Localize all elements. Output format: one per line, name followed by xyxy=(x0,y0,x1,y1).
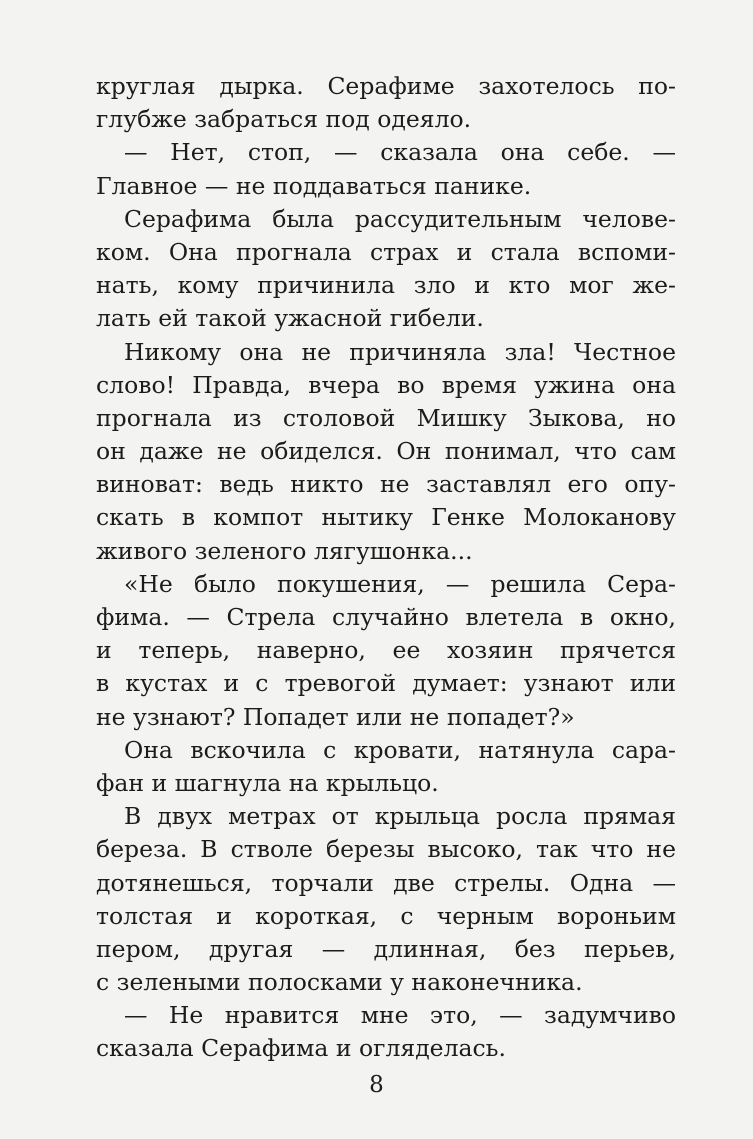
text-line: живого зеленого лягушонка... xyxy=(96,536,473,565)
text-line: Главное — не поддаваться панике. xyxy=(96,171,532,200)
text-line: — Нет, стоп, — сказала она себе. — xyxy=(124,138,676,167)
text-line: береза. В стволе березы высоко, так что не xyxy=(96,835,676,864)
text-line: Она вскочила с кровати, натянула сара- xyxy=(124,735,676,764)
text-line: — Не нравится мне это, — задумчиво xyxy=(124,1001,676,1030)
text-line: прогнала из столовой Мишку Зыкова, но xyxy=(96,403,676,432)
text-line: пером, другая — длинная, без перьев, xyxy=(96,934,676,963)
text-line: с зелеными полосками у наконечника. xyxy=(96,968,583,997)
body-text xyxy=(96,70,676,1066)
text-line: виноват: ведь никто не заставлял его опу- xyxy=(96,470,676,499)
text-line: сказала Серафима и огляделась. xyxy=(96,1034,506,1063)
text-line: скать в компот нытику Генке Молоканову xyxy=(96,503,676,532)
text-line: глубже забраться под одеяло. xyxy=(96,105,472,134)
text-line: Никому она не причиняла зла! Честное xyxy=(124,337,676,366)
text-line: и теперь, наверно, ее хозяин прячется xyxy=(96,636,676,665)
text-line: фан и шагнула на крыльцо. xyxy=(96,768,439,797)
text-line: слово! Правда, вчера во время ужина она xyxy=(96,370,676,399)
text-line: фима. — Стрела случайно влетела в окно, xyxy=(96,603,676,631)
text-line: в кустах и с тревогой думает: узнают или xyxy=(96,669,676,698)
text-line: «Не было покушения, — решила Сера- xyxy=(124,569,676,598)
text-line: нать, кому причинила зло и кто мог же- xyxy=(96,271,676,300)
text-line: ком. Она прогнала страх и стала вспоми- xyxy=(96,237,676,266)
text-line: не узнают? Попадет или не попадет?» xyxy=(96,702,575,731)
text-line: круглая дырка. Серафиме захотелось по- xyxy=(96,72,676,100)
text-line: В двух метрах от крыльца росла прямая xyxy=(124,802,676,831)
text-line: Серафима была рассудительным челове- xyxy=(124,204,676,233)
text-line: лать ей такой ужасной гибели. xyxy=(96,304,484,333)
text-line: толстая и короткая, с черным вороньим xyxy=(96,901,676,930)
page-number: 8 xyxy=(369,1072,384,1098)
text-line: он даже не обиделся. Он понимал, что сам xyxy=(96,437,676,466)
text-line: дотянешься, торчали две стрелы. Одна — xyxy=(96,868,676,897)
